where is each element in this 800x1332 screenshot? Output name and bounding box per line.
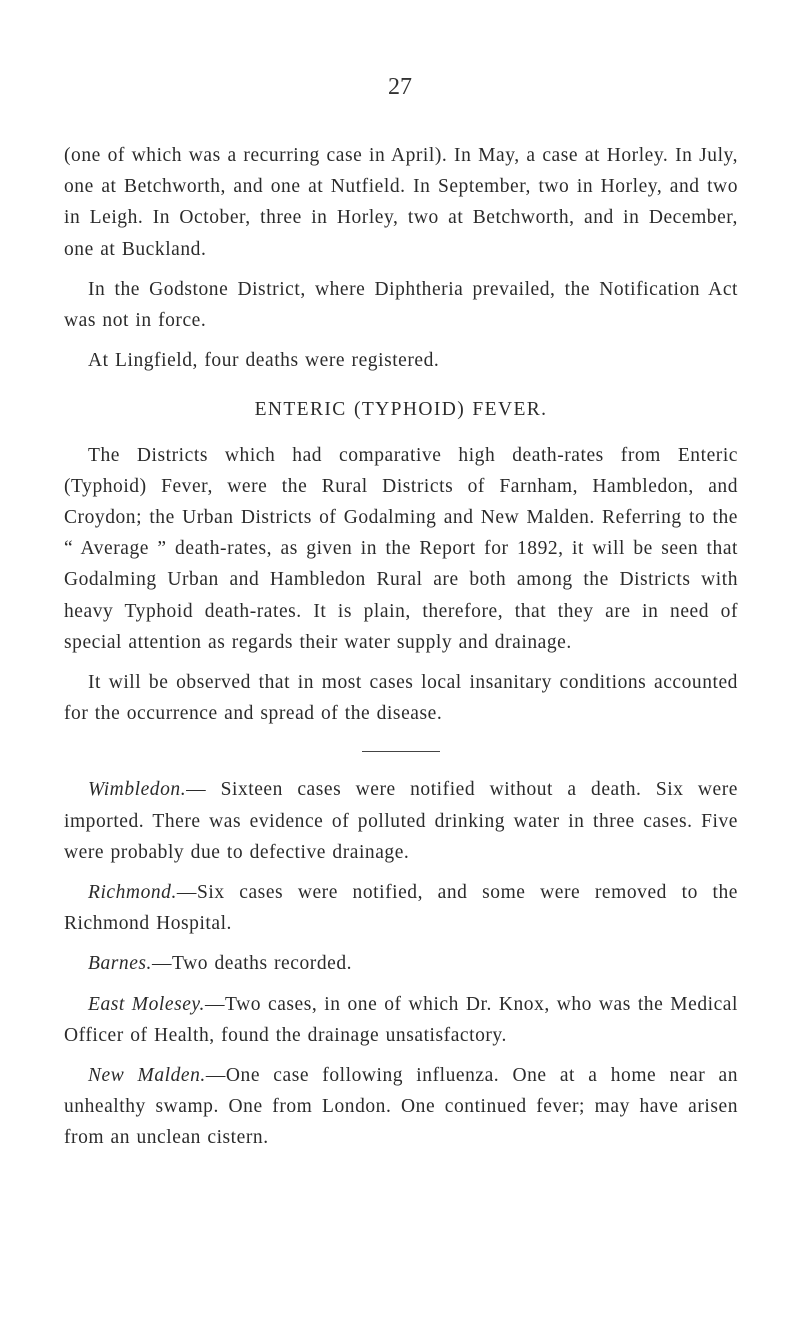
paragraph-godstone: In the Godstone District, where Diphtheria prevailed, the Notification Act was not in force. xyxy=(64,278,738,332)
place-name: Richmond. xyxy=(88,882,177,904)
paragraph-district-rates: The Districts which had comparative high death-rates from Enteric (Typhoid) Fever, were the Rural Districts of Farnham, Hambledon, and Croydon; the Urban Districts of Godalming and New Malden. Referring to the “ Average ” death-rates, as given in the Report for 1892, it will be seen that Godalming Urban and Hambledon Rural are both among the Districts with heavy Typhoid death-rates. It is plain, therefore, that they are in need of special attention as regards their water supply and drainage. xyxy=(64,444,738,653)
entry-barnes xyxy=(64,948,738,979)
place-name: Wimbledon. xyxy=(88,779,187,801)
entry-new-malden xyxy=(64,1060,738,1154)
place-name: Barnes. xyxy=(88,953,152,975)
entry-richmond xyxy=(64,877,738,939)
paragraph-insanitary-conditions: It will be observed that in most cases local insanitary conditions accounted for the occurrence and spread of the disease. xyxy=(64,672,738,725)
entry-east-molesey xyxy=(64,989,738,1051)
place-name: New Malden. xyxy=(88,1065,206,1087)
entry-text: —One case following influenza. One at a home near an unhealthy swamp. One from London. One continued fever; may have arisen from an unclean cistern. xyxy=(64,1065,738,1149)
section-heading: ENTERIC (TYPHOID) FEVER. xyxy=(254,399,548,421)
entry-text: — Sixteen cases were notified without a death. Six were imported. There was evidence of polluted drinking water in three cases. Five were probably due to defective drainage. xyxy=(64,779,738,863)
paragraph-lingfield: At Lingfield, four deaths were registered. xyxy=(88,350,440,372)
entry-text: —Two cases, in one of which Dr. Knox, who was the Medical Officer of Health, found the drainage unsatisfactory. xyxy=(64,993,738,1046)
section-divider xyxy=(362,751,440,752)
place-name: East Molesey. xyxy=(88,993,205,1015)
paragraph-diphtheria-cases: (one of which was a recurring case in April). In May, a case at Horley. In July, one at Betchworth, and one at Nutfield. In September, two in Horley, and two in Leigh. In October, three in Horley, two at Betchworth, and in December, one at Buckland. xyxy=(64,145,738,260)
entry-text: —Two deaths recorded. xyxy=(151,953,353,975)
entry-wimbledon xyxy=(64,774,738,868)
page-number: 27 xyxy=(388,74,412,100)
body-text xyxy=(64,140,738,1163)
entry-text: —Six cases were notified, and some were removed to the Richmond Hospital. xyxy=(64,882,738,935)
